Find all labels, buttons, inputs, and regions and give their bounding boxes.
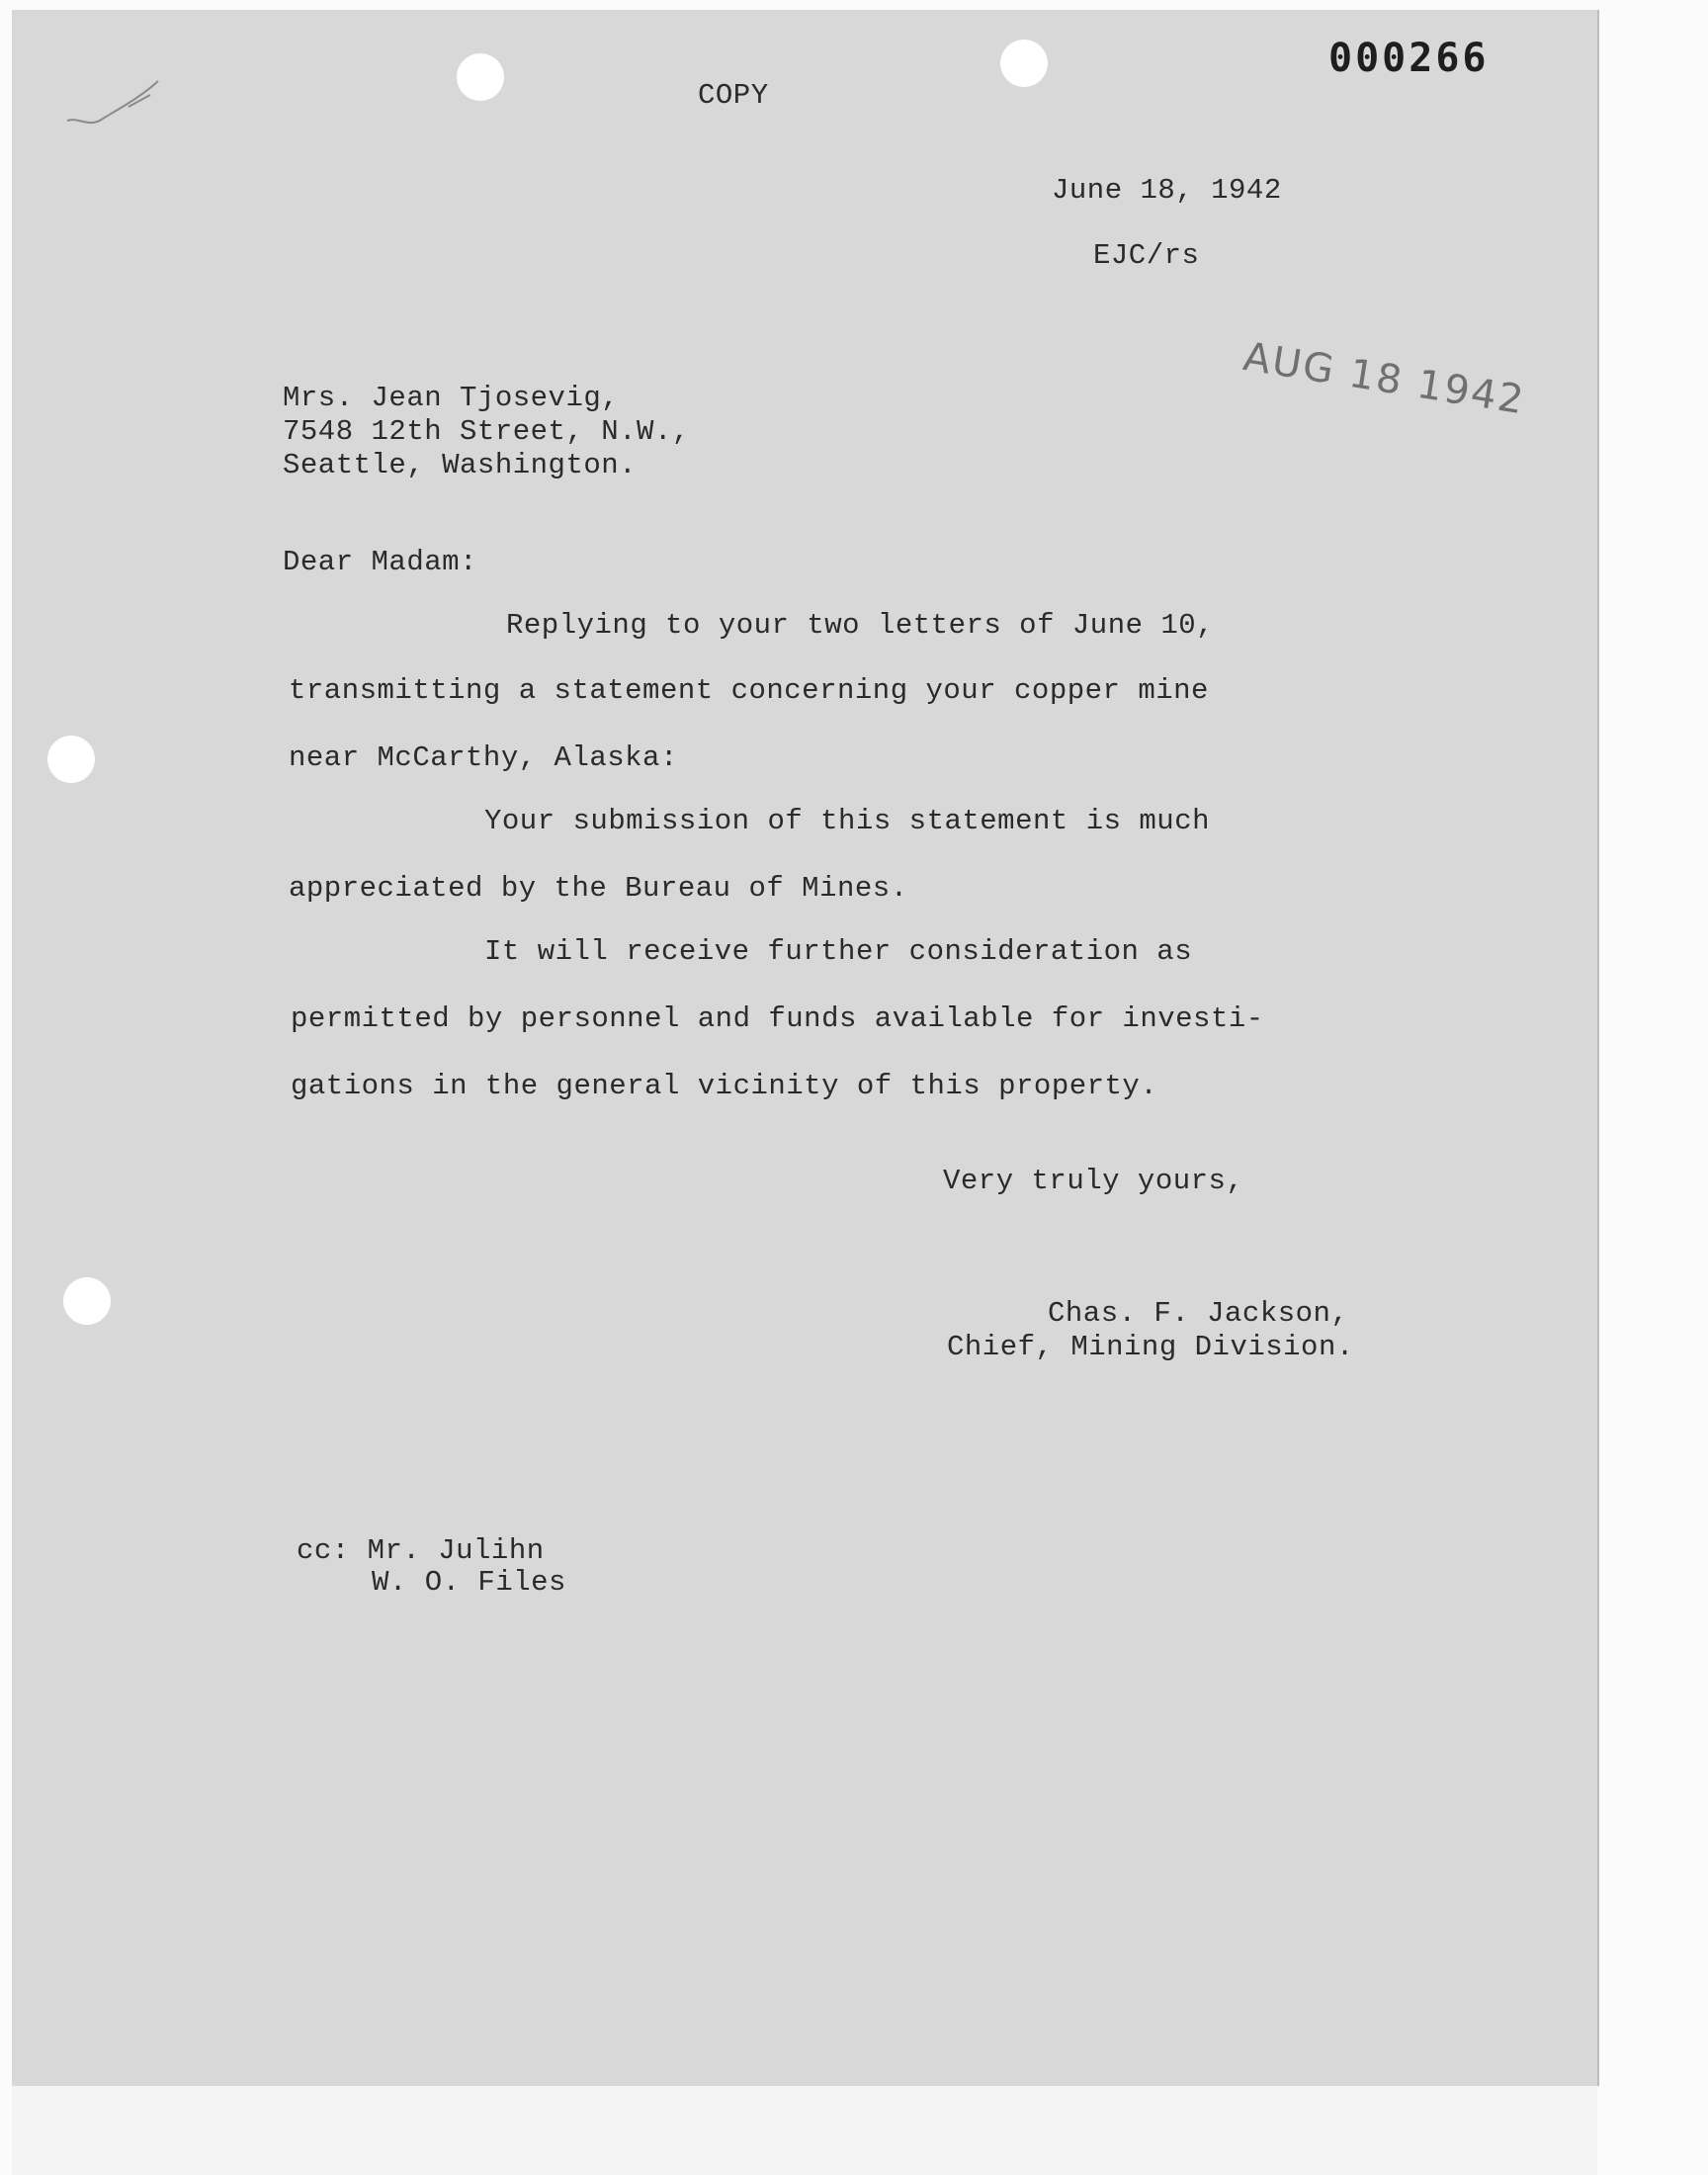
salutation: Dear Madam:	[283, 546, 477, 578]
signature-name: Chas. F. Jackson,	[1048, 1297, 1349, 1330]
copy-label: COPY	[698, 79, 769, 112]
recipient-name: Mrs. Jean Tjosevig,	[283, 382, 620, 414]
punch-hole	[63, 1277, 111, 1325]
punch-hole	[47, 736, 95, 783]
punch-hole	[1000, 40, 1048, 87]
body-line: gations in the general vicinity of this property.	[291, 1070, 1158, 1102]
reference-initials: EJC/rs	[1093, 239, 1200, 272]
body-line: permitted by personnel and funds available for investi-	[291, 1002, 1264, 1035]
body-line: It will receive further consideration as	[484, 935, 1193, 968]
punch-hole	[457, 53, 504, 101]
recipient-street: 7548 12th Street, N.W.,	[283, 415, 690, 448]
recipient-city: Seattle, Washington.	[283, 449, 638, 481]
body-line: appreciated by the Bureau of Mines.	[289, 872, 908, 905]
signature-title: Chief, Mining Division.	[947, 1331, 1354, 1363]
document-number-stamp: 000266	[1328, 36, 1490, 81]
body-line: near McCarthy, Alaska:	[289, 741, 678, 774]
letter-page	[12, 10, 1597, 2086]
body-line: transmitting a statement concerning your copper mine	[289, 674, 1209, 707]
body-line: Your submission of this statement is much	[484, 805, 1211, 837]
cc-line: W. O. Files	[372, 1566, 566, 1599]
letter-date: June 18, 1942	[1052, 174, 1282, 207]
pencil-mark	[59, 59, 168, 148]
cc-line: cc: Mr. Julihn	[297, 1534, 545, 1567]
closing: Very truly yours,	[943, 1165, 1244, 1197]
body-line: Replying to your two letters of June 10,	[506, 609, 1215, 642]
received-date-stamp: AUG 18 1942	[1239, 334, 1529, 424]
scan-margin	[12, 2086, 1597, 2175]
